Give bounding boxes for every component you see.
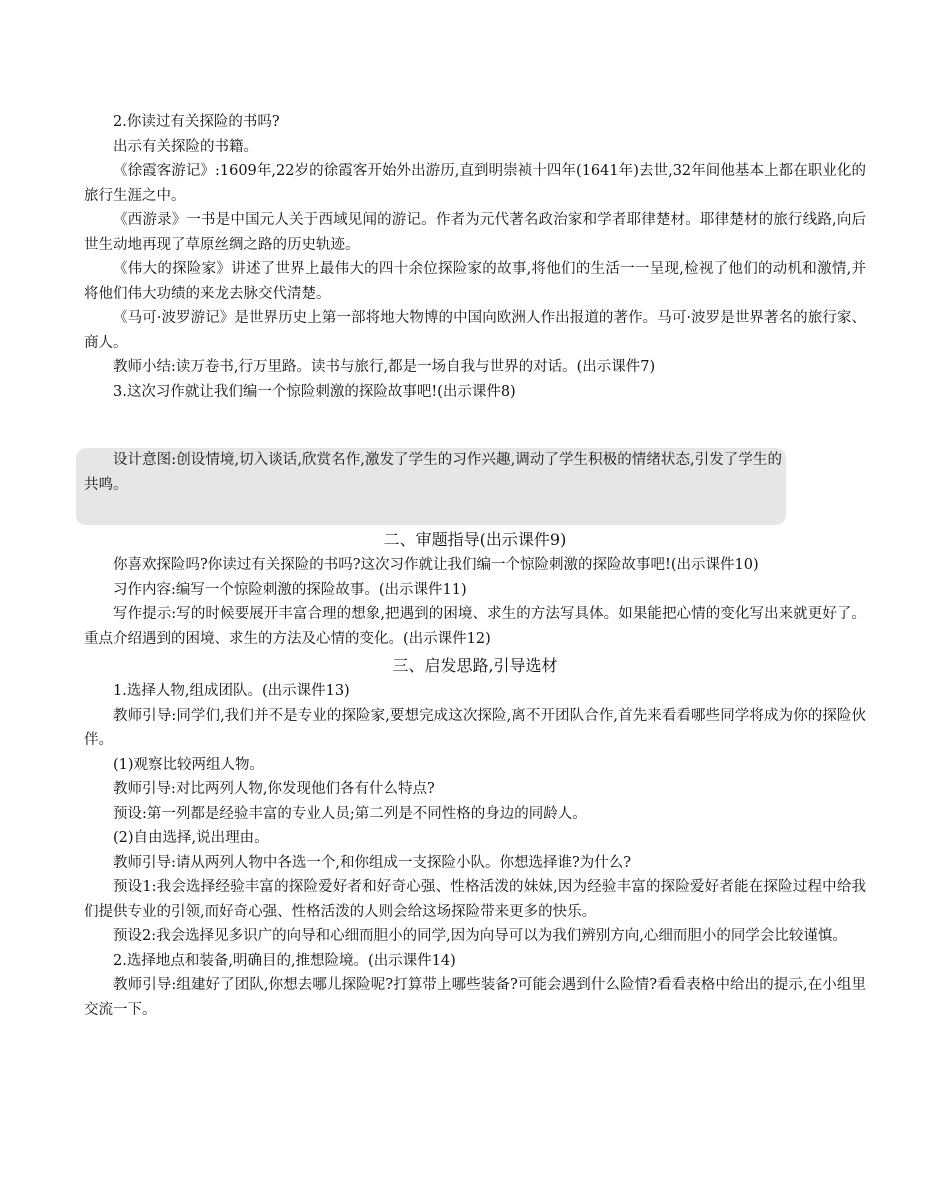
book-great-explorers: 《伟大的探险家》讲述了世界上最伟大的四十余位探险家的故事,将他们的生活一一呈现,检视了他们的动机和激情,并将他们伟大功绩的来龙去脉交代清楚。 (84, 261, 866, 302)
preset-answer-2: 预设2:我会选择见多识广的向导和心细而胆小的同学,因为向导可以为我们辨别方向,心细而胆小的同学会比较谨慎。 (113, 928, 847, 944)
book-marco-polo: 《马可·波罗游记》是世界历史上第一部将地大物博的中国向欧洲人作出报道的著作。马可·波罗是世界著名的旅行家、商人。 (84, 310, 866, 351)
question-2: 2.你读过有关探险的书吗? (113, 114, 280, 130)
book-xuxiake: 《徐霞客游记》:1609年,22岁的徐霞客开始外出游历,直到明崇祯十四年(1641年)去世,32年间他基本上都在职业化的旅行生涯之中。 (84, 163, 866, 204)
writing-tips: 写作提示:写的时候要展开丰富合理的想象,把遇到的困境、求生的方法写具体。如果能把心情的变化写出来就更好了。重点介绍遇到的困境、求生的方法及心情的变化。(出示课件12) (84, 606, 866, 647)
question-3: 3.这次习作就让我们编一个惊险刺激的探险故事吧!(出示课件8) (113, 383, 516, 400)
observe-compare: (1)观察比较两组人物。 (113, 756, 265, 773)
design-intent-text: 设计意图:创设情境,切入谈话,欣赏名作,激发了学生的习作兴趣,调动了学生积极的情绪状态,引发了学生的共鸣。 (84, 452, 782, 493)
writing-content: 习作内容:编写一个惊险刺激的探险故事。(出示课件11) (113, 581, 467, 598)
teacher-summary: 教师小结:读万卷书,行万里路。读书与旅行,都是一场自我与世界的对话。(出示课件7) (113, 359, 656, 375)
teacher-guide-compare: 教师引导:对比两列人物,你发现他们各有什么特点? (113, 781, 435, 797)
document-page (84, 110, 866, 1022)
free-choice: (2)自由选择,说出理由。 (113, 830, 269, 846)
spacer (84, 404, 866, 444)
step-choose-place: 2.选择地点和装备,明确目的,推想险境。(出示课件14) (113, 952, 456, 969)
show-books-note: 出示有关探险的书籍。 (113, 138, 258, 155)
teacher-guide-place: 教师引导:组建好了团队,你想去哪儿探险呢?打算带上哪些装备?可能会遇到什么险情?看看表格中给出的提示,在小组里交流一下。 (84, 977, 866, 1018)
preset-answer: 预设:第一列都是经验丰富的专业人员;第二列是不同性格的身边的同龄人。 (113, 805, 587, 822)
design-intent-box (76, 448, 786, 525)
section-two-heading: 二、审题指导(出示课件9) (383, 530, 567, 549)
book-xiyoulu: 《西游录》一书是中国元人关于西域见闻的游记。作者为元代著名政治家和学者耶律楚材。耶律楚材的旅行线路,向后世生动地再现了草原丝绸之路的历史轨迹。 (84, 212, 866, 253)
preset-answer-1: 预设1:我会选择经验丰富的探险爱好者和好奇心强、性格活泼的妹妹,因为经验丰富的探险爱好者能在探险过程中给我们提供专业的引领,而好奇心强、性格活泼的人则会给这场探险带来更多的快乐。 (84, 879, 866, 920)
step-choose-characters: 1.选择人物,组成团队。(出示课件13) (113, 683, 350, 699)
teacher-guide-team: 教师引导:同学们,我们并不是专业的探险家,要想完成这次探险,离不开团队合作,首先来看看哪些同学将成为你的探险伙伴。 (84, 707, 866, 748)
section-three-heading: 三、启发思路,引导选材 (392, 656, 558, 675)
section-two-intro: 你喜欢探险吗?你读过有关探险的书吗?这次习作就让我们编一个惊险刺激的探险故事吧!(出示课件10) (113, 557, 759, 573)
teacher-guide-choose: 教师引导:请从两列人物中各选一个,和你组成一支探险小队。你想选择谁?为什么? (113, 854, 632, 871)
